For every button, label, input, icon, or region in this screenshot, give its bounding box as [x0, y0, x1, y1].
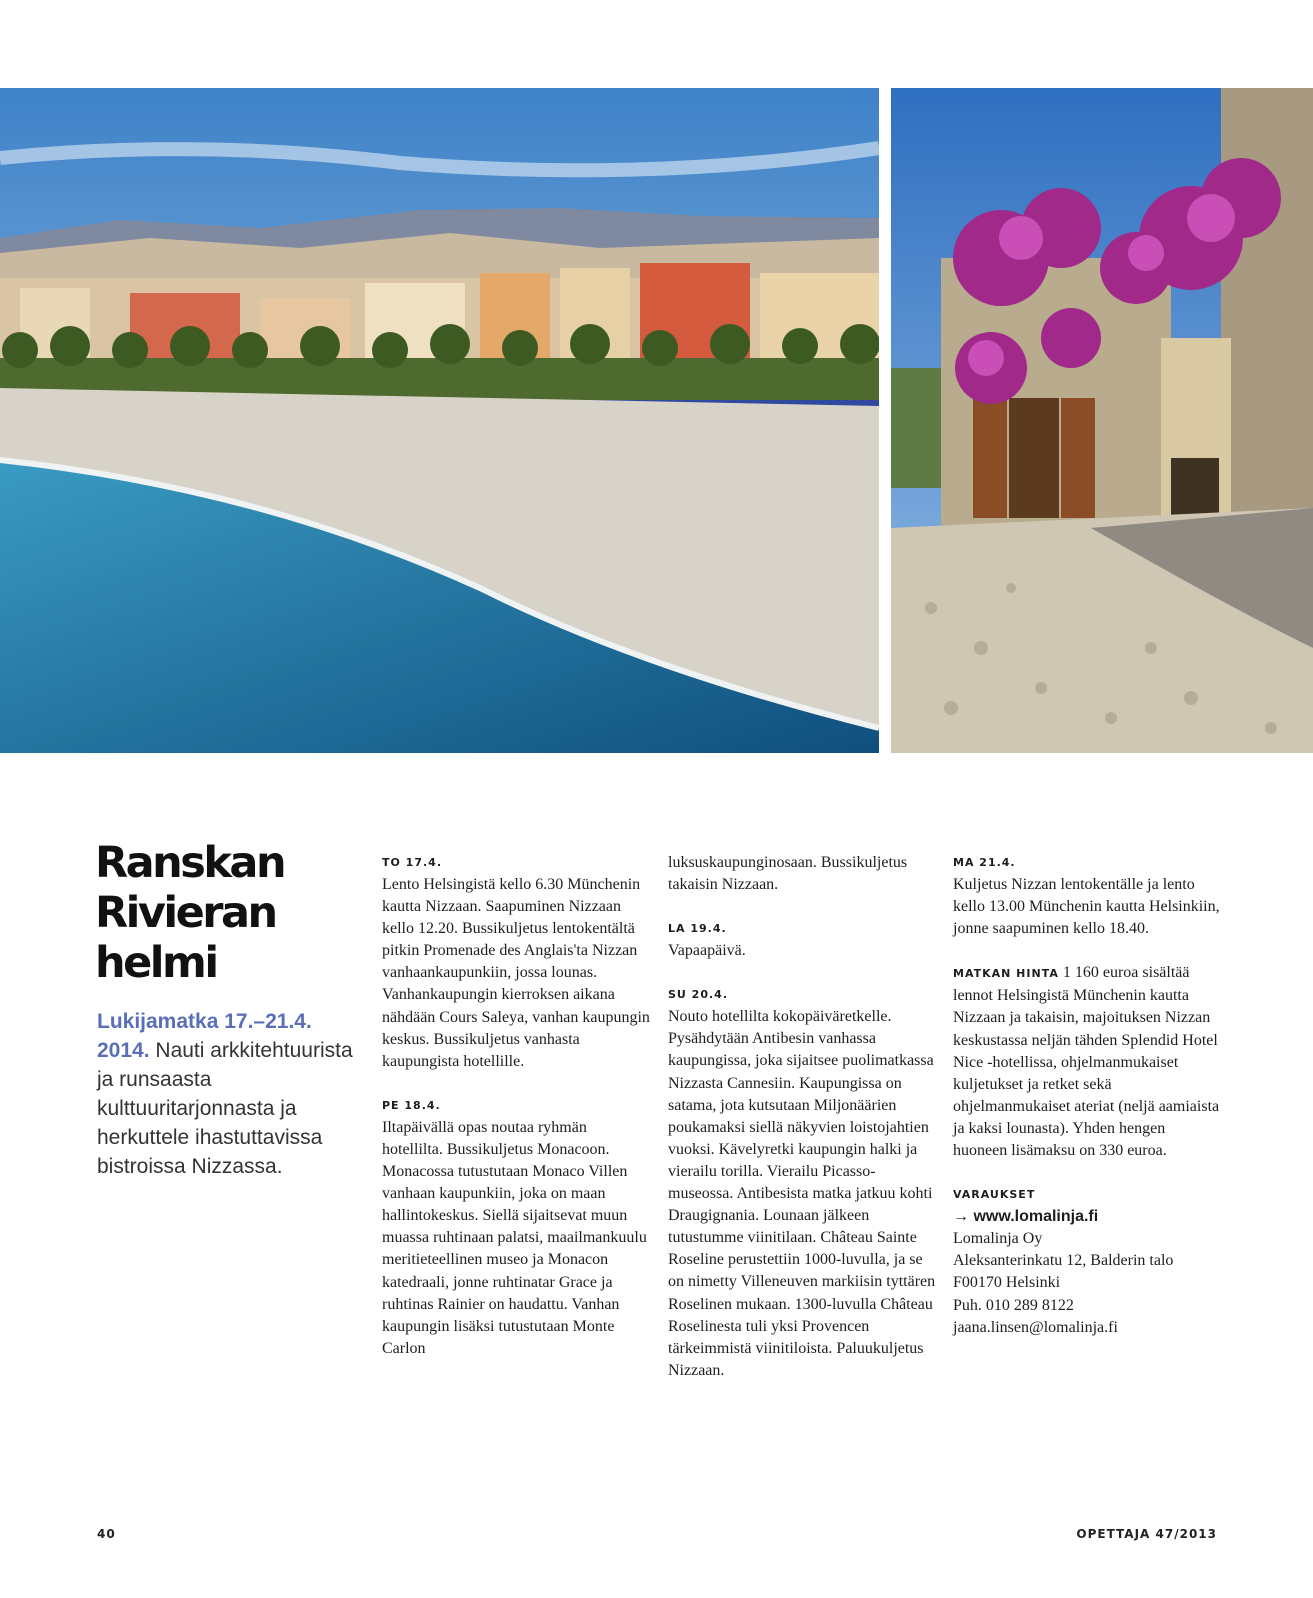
booking-address: Aleksanterinkatu 12, Balderin talo [953, 1252, 1174, 1270]
itinerary-day-label: LA 19.4. [668, 922, 727, 936]
booking-website-link[interactable]: → www.lomalinja.fi [953, 1208, 1099, 1226]
itinerary-day [382, 1095, 650, 1360]
itinerary-day-label: PE 18.4. [382, 1098, 441, 1112]
itinerary-column-1 [382, 852, 650, 1382]
price-text: 1 160 euroa sisältää lennot Helsingistä Münchenin kautta Nizzaan ja takaisin, majoituksen Nizzan keskustassa neljän tähden Splendid Hotel Nice -hotellissa, ohjelmanmukaiset kuljetukset ja retket sekä ohjelmanmukaiset ateriat (neljä aamiaista ja kaksi lounasta). Yhden hengen huoneen lisämaksu on 330 euroa. [953, 964, 1220, 1160]
lead-text: Nauti arkkitehtuurista ja runsaasta kulttuuritarjonnasta ja herkuttele ihastuttavissa bistroissa Nizzassa. [97, 1039, 353, 1178]
article-lead [97, 1007, 359, 1181]
booking-company: Lomalinja Oy [953, 1230, 1043, 1248]
booking-label: VARAUKSET [953, 1188, 1036, 1202]
itinerary-day [668, 984, 936, 1382]
itinerary-day [382, 852, 650, 1073]
itinerary-day-label: TO 17.4. [382, 856, 443, 869]
lead-trip-dates: Lukijamatka 17.–21.4. 2014. [97, 1010, 312, 1062]
itinerary-day-text: Iltapäivällä opas noutaa ryhmän hotellilta. Bussikuljetus Monacoon. Monacossa tutustutaan Monaco Villen vanhaan kaupunkiin, joka on maan hallintokeskus. Siellä sijaitsevat muun muassa ruhtinaan palatsi, maailmankuulu meritieteellinen museo ja Monacon katedraali, jonne ruhtinatar Grace ja ruhtinas Rainier on haudattu. Vanhan kaupungin lisäksi tutustutaan Monte Carlon [382, 1118, 647, 1357]
page-number: 40 [97, 1527, 116, 1541]
magazine-issue: OPETTAJA 47/2013 [1076, 1527, 1217, 1541]
price-paragraph [953, 962, 1221, 1162]
itinerary-day-continued [668, 852, 936, 896]
price-section [953, 962, 1221, 1162]
booking-email[interactable]: jaana.linsen@lomalinja.fi [953, 1318, 1118, 1336]
itinerary-day [668, 918, 936, 962]
photo-village-lane [891, 88, 1313, 753]
itinerary-column-2 [668, 852, 936, 1404]
itinerary-day [953, 852, 1221, 940]
itinerary-column-3 [953, 852, 1221, 1361]
booking-city: F00170 Helsinki [953, 1274, 1061, 1292]
itinerary-day-text: Kuljetus Nizzan lentokentälle ja lento kello 13.00 Münchenin kautta Helsinkiin, jonne saapuminen kello 18.40. [953, 876, 1220, 938]
itinerary-day-label: MA 21.4. [953, 856, 1016, 869]
price-label: MATKAN HINTA [953, 967, 1059, 981]
itinerary-day-text: luksuskaupunginosaan. Bussikuljetus takaisin Nizzaan. [668, 854, 908, 894]
itinerary-day-text: Vapaapäivä. [668, 942, 746, 960]
itinerary-day-text: Lento Helsingistä kello 6.30 Münchenin kautta Nizzaan. Saapuminen Nizzaan kello 12.20. Bussikuljetus lentokentältä pitkin Promenade des Anglais'ta Nizzan vanhaankaupunkiin, jossa lounas. Vanhankaupungin kierroksen aikana nähdään Cours Saleya, vanhan kaupungin keskus. Bussikuljetus vanhasta kaupungista hotellille. [382, 876, 650, 1070]
booking-phone: Puh. 010 289 8122 [953, 1296, 1074, 1314]
itinerary-day-text: Nouto hotellilta kokopäiväretkelle. Pysähdytään Antibesin vanhassa kaupungissa, joka sijaitsee puolimatkassa Nizzasta Cannesiin. Kaupungissa on satama, jota kutsutaan Miljonäärien poukamaksi siellä näkyvien loistojahtien vuoksi. Kävelyretki kaupungin halki ja vierailu torilla. Vierailu Picasso-museossa. Antibesista matka jatkuu kohti Draugignania. Lounaan jälkeen tutustumme viinitilaan. Château Sainte Roseline perustettiin 1000-luvulla, ja se on nimetty Villeneuven markiisin tyttären Roselinen mukaan. 1300-luvulla Château Roselinesta tuli yksi Provencen tärkeimmistä viinitiloista. Paluukuljetus Nizzaan. [668, 1008, 936, 1379]
booking-section [953, 1184, 1221, 1339]
article-headline: Ranskan Rivieran helmi [95, 838, 285, 988]
itinerary-day-label: SU 20.4. [668, 988, 729, 1002]
photo-nice-promenade [0, 88, 879, 753]
